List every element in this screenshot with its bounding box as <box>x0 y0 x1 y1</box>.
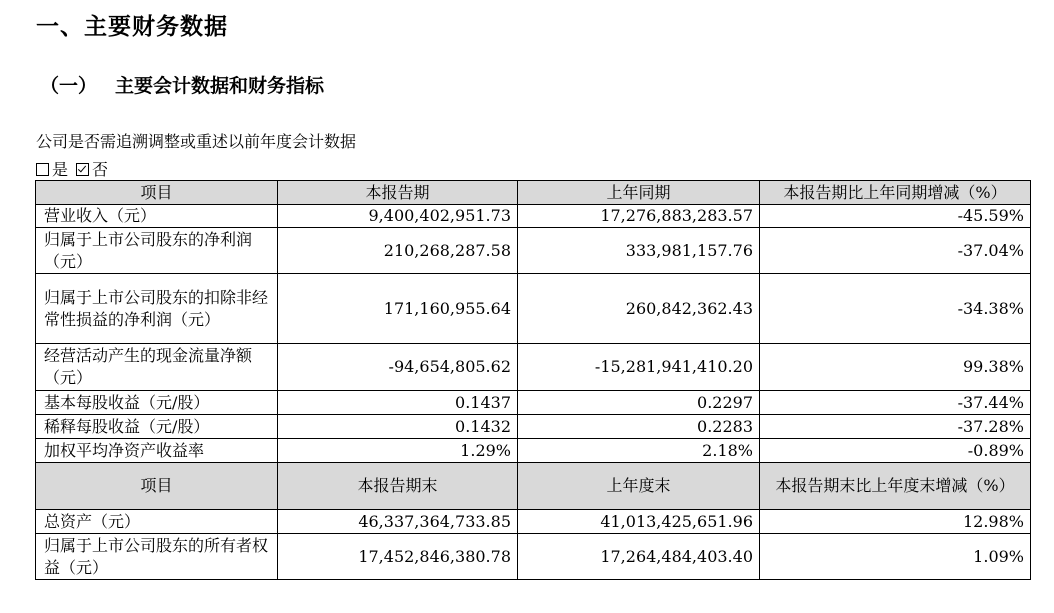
row-current: 1.29% <box>278 439 518 463</box>
header-change: 本报告期比上年同期增减（%） <box>760 181 1031 205</box>
table-row <box>36 439 1031 463</box>
row-prior: -15,281,941,410.20 <box>518 344 760 391</box>
row-item: 加权平均净资产收益率 <box>36 439 278 463</box>
row-item: 归属于上市公司股东的扣除非经常性损益的净利润（元） <box>36 274 278 344</box>
header-current-period: 本报告期 <box>278 181 518 205</box>
row-item: 总资产（元） <box>36 510 278 534</box>
row-current: -94,654,805.62 <box>278 344 518 391</box>
row-item: 经营活动产生的现金流量净额（元） <box>36 344 278 391</box>
table-row <box>36 534 1031 580</box>
table-row <box>36 415 1031 439</box>
restatement-options <box>36 157 108 180</box>
row-prior: 0.2297 <box>518 391 760 415</box>
table-row <box>36 205 1031 228</box>
header-prior-period: 上年同期 <box>518 181 760 205</box>
row-prior: 17,264,484,403.40 <box>518 534 760 580</box>
subsection-number: （一） <box>40 75 98 97</box>
table-row <box>36 274 1031 344</box>
row-item: 归属于上市公司股东的所有者权益（元） <box>36 534 278 580</box>
row-item: 营业收入（元） <box>36 205 278 228</box>
row-change: -37.04% <box>760 228 1031 274</box>
row-current: 171,160,955.64 <box>278 274 518 344</box>
row-current: 210,268,287.58 <box>278 228 518 274</box>
financial-data-table <box>35 180 1031 580</box>
table-row <box>36 510 1031 534</box>
yes-checkbox[interactable] <box>36 163 49 176</box>
row-item: 基本每股收益（元/股） <box>36 391 278 415</box>
header-change: 本报告期末比上年度末增减（%） <box>760 463 1031 510</box>
row-prior: 333,981,157.76 <box>518 228 760 274</box>
row-current: 17,452,846,380.78 <box>278 534 518 580</box>
table-row <box>36 344 1031 391</box>
table-row <box>36 391 1031 415</box>
row-change: -34.38% <box>760 274 1031 344</box>
subsection-heading <box>40 71 324 98</box>
row-current: 0.1437 <box>278 391 518 415</box>
row-change: -45.59% <box>760 205 1031 228</box>
row-current: 46,337,364,733.85 <box>278 510 518 534</box>
row-item: 归属于上市公司股东的净利润（元） <box>36 228 278 274</box>
yes-label: 是 <box>52 160 69 179</box>
table-header-row <box>36 463 1031 510</box>
row-current: 9,400,402,951.73 <box>278 205 518 228</box>
header-prior-year-end: 上年度末 <box>518 463 760 510</box>
row-prior: 260,842,362.43 <box>518 274 760 344</box>
row-change: 1.09% <box>760 534 1031 580</box>
header-item: 项目 <box>36 181 278 205</box>
row-change: 99.38% <box>760 344 1031 391</box>
row-prior: 17,276,883,283.57 <box>518 205 760 228</box>
row-item: 稀释每股收益（元/股） <box>36 415 278 439</box>
row-prior: 41,013,425,651.96 <box>518 510 760 534</box>
no-checkbox[interactable] <box>76 163 89 176</box>
row-change: -37.28% <box>760 415 1031 439</box>
row-prior: 0.2283 <box>518 415 760 439</box>
row-prior: 2.18% <box>518 439 760 463</box>
table-row <box>36 228 1031 274</box>
table-header-row <box>36 181 1031 205</box>
header-item: 项目 <box>36 463 278 510</box>
row-current: 0.1432 <box>278 415 518 439</box>
row-change: 12.98% <box>760 510 1031 534</box>
header-current-period-end: 本报告期末 <box>278 463 518 510</box>
subsection-title: 主要会计数据和财务指标 <box>115 75 325 97</box>
row-change: -37.44% <box>760 391 1031 415</box>
restatement-question: 公司是否需追溯调整或重述以前年度会计数据 <box>36 132 357 151</box>
section-heading: 一、主要财务数据 <box>36 14 228 40</box>
row-change: -0.89% <box>760 439 1031 463</box>
no-label: 否 <box>92 160 109 179</box>
